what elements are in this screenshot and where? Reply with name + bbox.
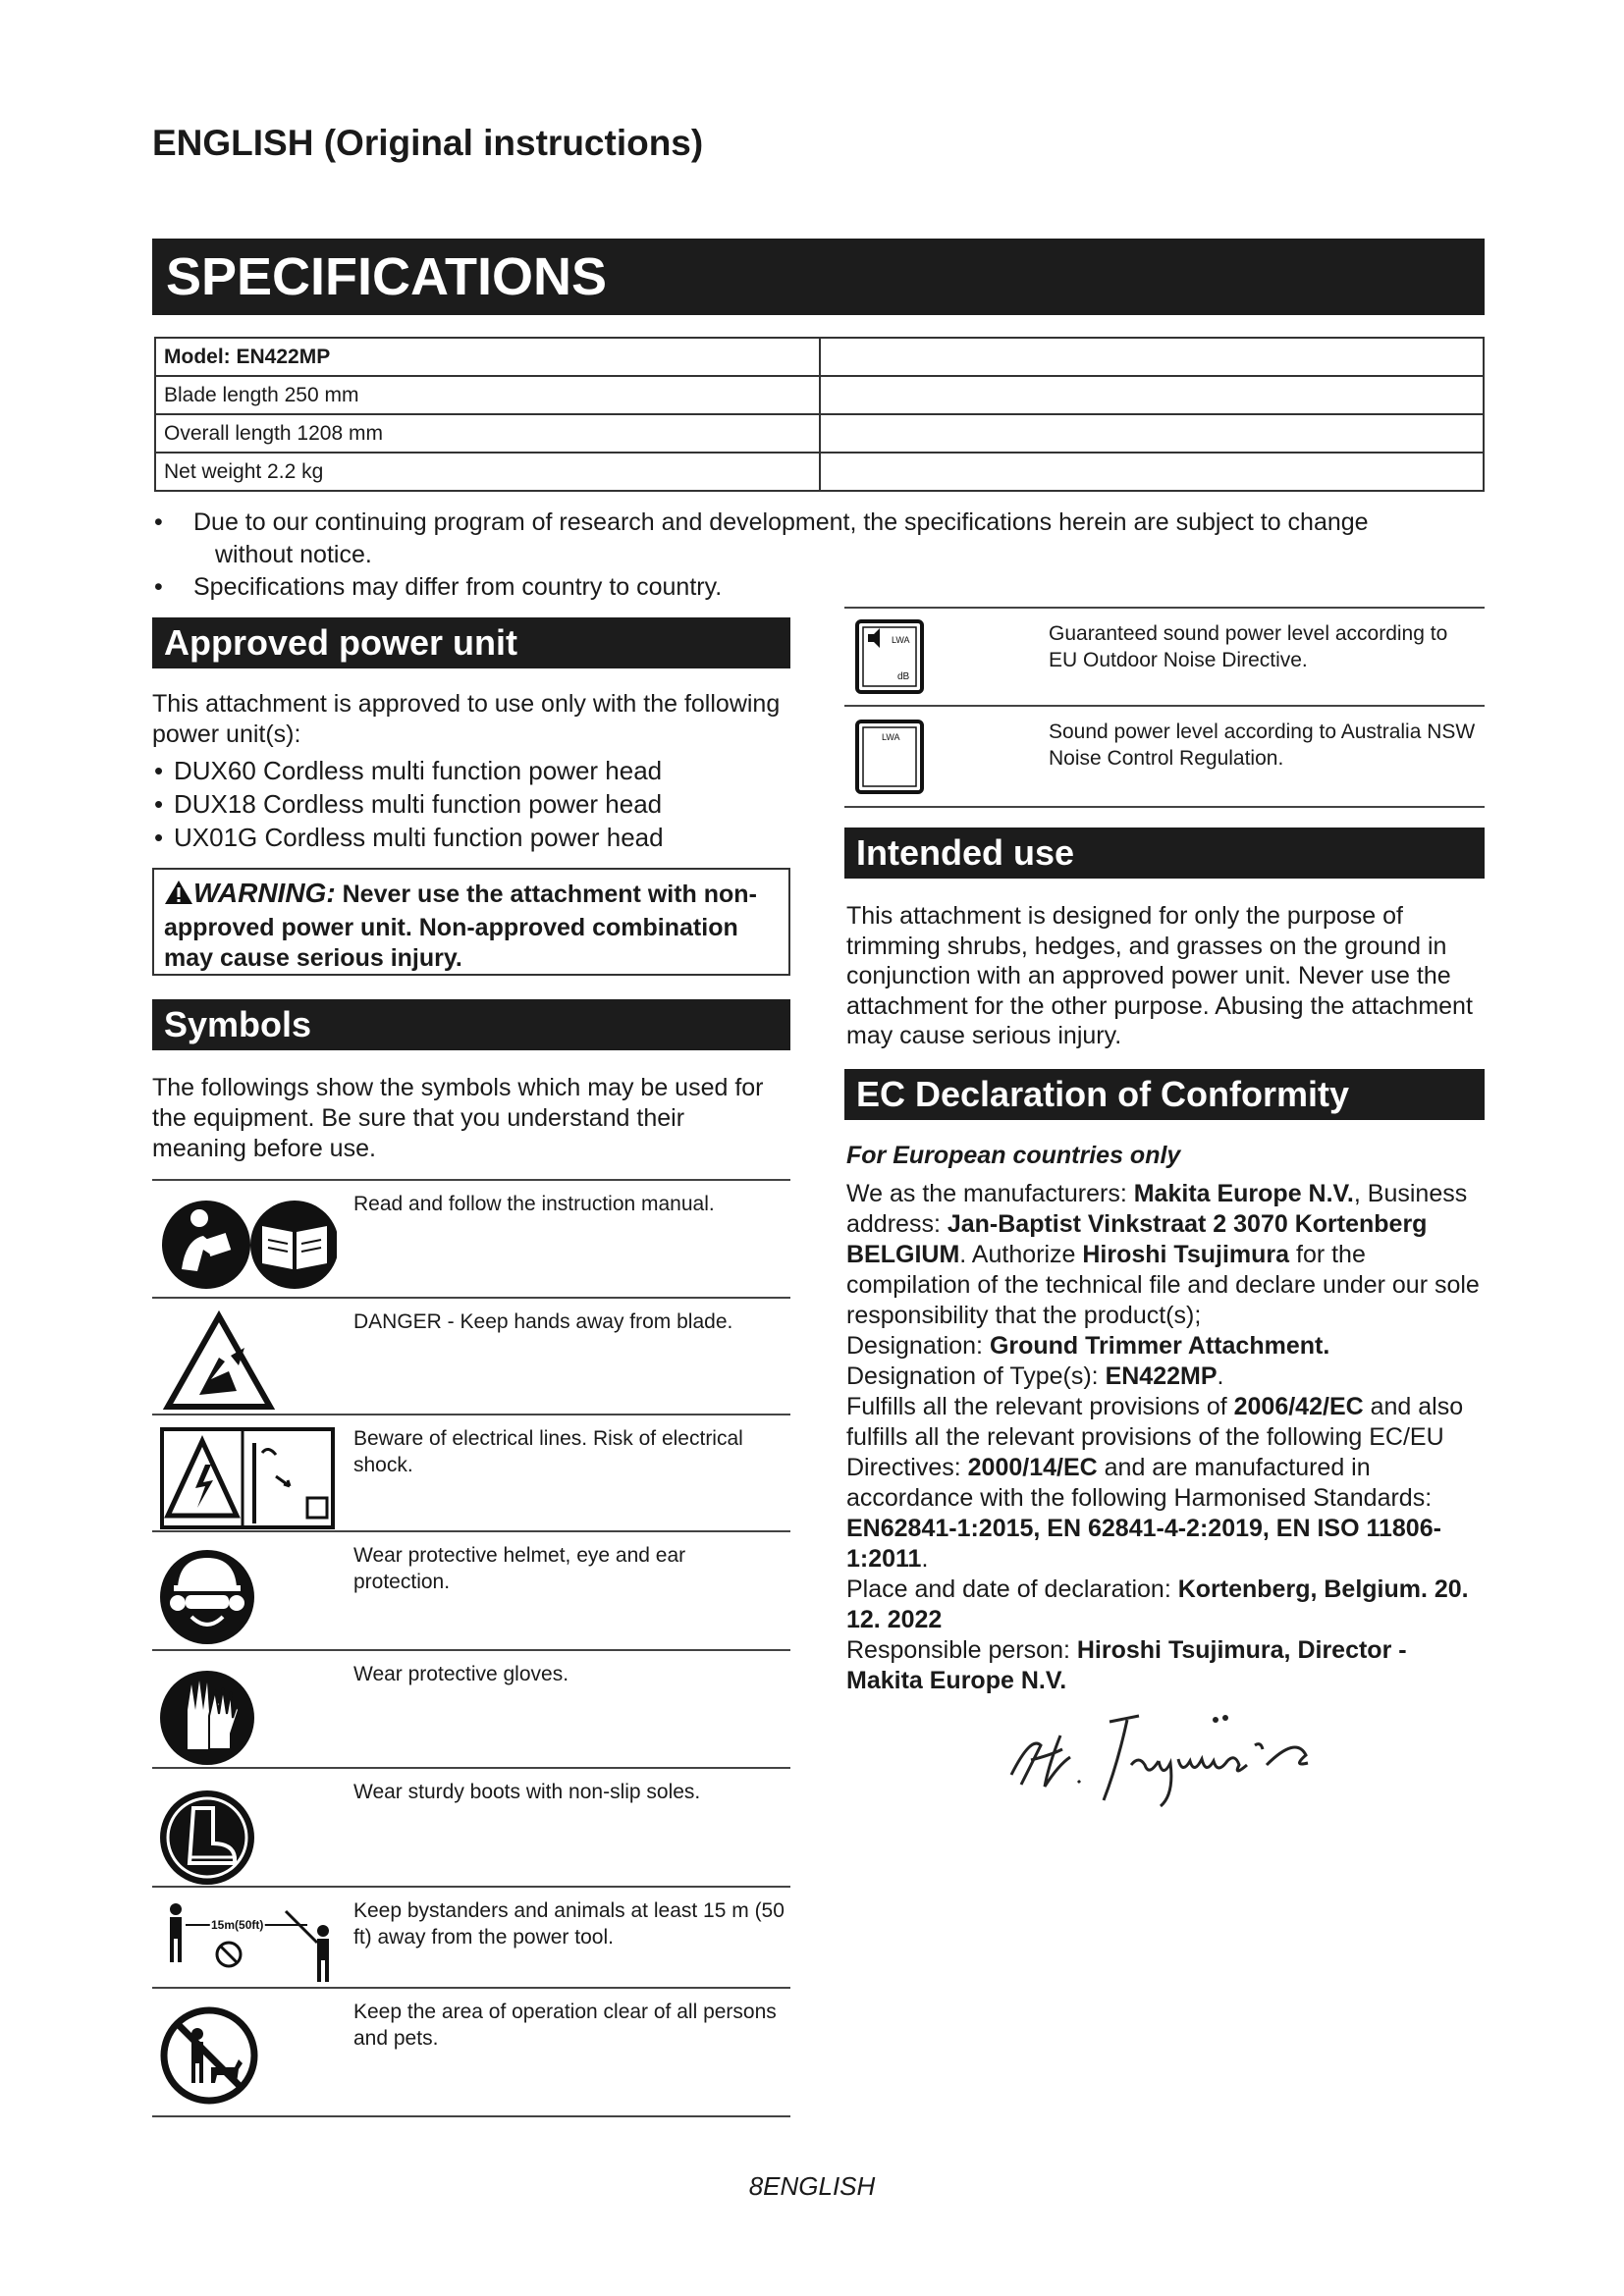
- table-row: [155, 453, 1484, 491]
- symbol-row: [152, 1767, 790, 1888]
- ec-type: Designation of Type(s): EN422MP.: [846, 1362, 1224, 1390]
- ec-designation: Designation: Ground Trimmer Attachment.: [846, 1332, 1330, 1360]
- spec-cell: Model: EN422MP: [155, 338, 820, 376]
- table-row: [155, 338, 1484, 376]
- blade-danger-icon: [160, 1308, 337, 1407]
- spec-empty-cell: [820, 376, 1485, 414]
- symbol-description: Keep the area of operation clear of all persons and pets.: [353, 2001, 777, 2050]
- bystanders-distance-icon: [160, 1897, 337, 1996]
- specifications-table: [154, 337, 1485, 492]
- page-footer: 8ENGLISH: [748, 2171, 876, 2201]
- ec-place-date: Place and date of declaration: Kortenberg, Belgium. 20. 12. 2022: [846, 1575, 1469, 1633]
- warning-box: [152, 868, 790, 976]
- symbol-description: DANGER - Keep hands away from blade.: [353, 1310, 733, 1333]
- list-item: • DUX60 Cordless multi function power head: [152, 754, 790, 787]
- spec-cell: Net weight 2.2 kg: [155, 453, 820, 491]
- table-row: [155, 376, 1484, 414]
- gloves-icon: [160, 1661, 337, 1759]
- symbol-row: [152, 1886, 790, 1989]
- symbol-description: Keep bystanders and animals at least 15 m (50 ft) away from the power tool.: [353, 1899, 785, 1949]
- lwa-guaranteed-icon: [854, 618, 925, 700]
- specifications-heading: SPECIFICATIONS: [152, 239, 1485, 315]
- distance-label: 15m(50ft): [211, 1918, 264, 1932]
- spec-empty-cell: [820, 414, 1485, 453]
- ec-heading: EC Declaration of Conformity: [844, 1069, 1485, 1120]
- spec-note: • Specifications may differ from country to country.: [152, 571, 1488, 604]
- spec-notes: [152, 507, 1488, 604]
- electrical-lines-icon: [160, 1425, 337, 1523]
- symbol-row: [152, 1414, 790, 1532]
- boots-icon: [160, 1779, 337, 1877]
- symbol-row: [152, 1649, 790, 1769]
- spec-empty-cell: [820, 453, 1485, 491]
- approved-intro: This attachment is approved to use only with the following power unit(s):: [152, 690, 781, 748]
- spec-empty-cell: [820, 338, 1485, 376]
- warning-icon: [164, 880, 193, 913]
- symbol-description: Wear protective helmet, eye and ear protection.: [353, 1544, 686, 1593]
- signature: [1001, 1706, 1326, 1819]
- lwa-nsw-icon: [854, 719, 925, 800]
- no-persons-pets-icon: [160, 1999, 337, 2097]
- spec-cell: Blade length 250 mm: [155, 376, 820, 414]
- ec-responsible: Responsible person: Hiroshi Tsujimura, Director - Makita Europe N.V.: [846, 1636, 1407, 1694]
- ec-declaration: [846, 1141, 1485, 1696]
- symbol-description: Wear sturdy boots with non-slip soles.: [353, 1781, 701, 1803]
- spec-cell: Overall length 1208 mm: [155, 414, 820, 453]
- svg-text:LWA: LWA: [892, 635, 910, 645]
- spec-note-continuation: without notice.: [215, 541, 372, 568]
- sound-table-end: [844, 806, 1485, 808]
- approved-heading: Approved power unit: [152, 617, 790, 668]
- symbol-description: Wear protective gloves.: [353, 1663, 569, 1685]
- symbol-description: Sound power level according to Australia NSW Noise Control Regulation.: [1049, 721, 1476, 770]
- list-item: • UX01G Cordless multi function power head: [152, 821, 790, 854]
- symbols-intro: The followings show the symbols which may be used for the equipment. Be sure that you understand their meaning before use.: [152, 1074, 764, 1162]
- helmet-eye-ear-icon: [160, 1542, 337, 1640]
- intended-heading: Intended use: [844, 828, 1485, 879]
- intended-text: This attachment is designed for only the purpose of trimming shrubs, hedges, and grasses on the ground in conjunction with an approved power unit. Never use the attachment for the other purpose. Abusing the attachment may cause serious injury.: [846, 902, 1473, 1049]
- read-manual-icon: [160, 1191, 337, 1289]
- ec-provisions: Fulfills all the relevant provisions of 2006/42/EC and also fulfills all the relevant provisions of the following EC/EU Directives: 2000/14/EC and are manufactured in accordance with the following Harmonised Standards: EN62841-1:2015, EN 62841-4-2:2019, EN ISO 11806-1:2011.: [846, 1393, 1464, 1573]
- table-row: [155, 414, 1484, 453]
- warning-text: Never use the attachment with non-approved power unit. Non-approved combination may cause serious injury.: [164, 881, 757, 972]
- symbol-row: [152, 1179, 790, 1299]
- approved-units-list: [152, 754, 790, 854]
- symbol-row: [152, 1297, 790, 1415]
- page-title: ENGLISH (Original instructions): [152, 123, 704, 163]
- symbol-row: [152, 1987, 790, 2117]
- ec-subheading: For European countries only: [846, 1142, 1181, 1169]
- warning-label: WARNING:: [193, 878, 336, 908]
- symbols-heading: Symbols: [152, 999, 790, 1050]
- symbol-row: [152, 1530, 790, 1651]
- list-item: • DUX18 Cordless multi function power head: [152, 787, 790, 821]
- symbol-row: [844, 705, 1485, 808]
- svg-text:LWA: LWA: [882, 732, 900, 742]
- symbol-description: Read and follow the instruction manual.: [353, 1193, 715, 1215]
- ec-body: We as the manufacturers: Makita Europe N.V., Business address: Jan-Baptist Vinkstraat 2 3070 Kortenberg BELGIUM. Authorize Hiroshi Tsujimura for the compilation of the technical file and declare under our sole responsibility that the product(s);: [846, 1180, 1480, 1329]
- symbol-row: [844, 607, 1485, 707]
- spec-note: • Due to our continuing program of research and development, the specifications herein are subject to change: [152, 507, 1488, 539]
- symbols-table-end: [152, 2115, 790, 2117]
- svg-text:dB: dB: [897, 671, 910, 682]
- symbol-description: Beware of electrical lines. Risk of electrical shock.: [353, 1427, 743, 1476]
- symbol-description: Guaranteed sound power level according to EU Outdoor Noise Directive.: [1049, 622, 1448, 671]
